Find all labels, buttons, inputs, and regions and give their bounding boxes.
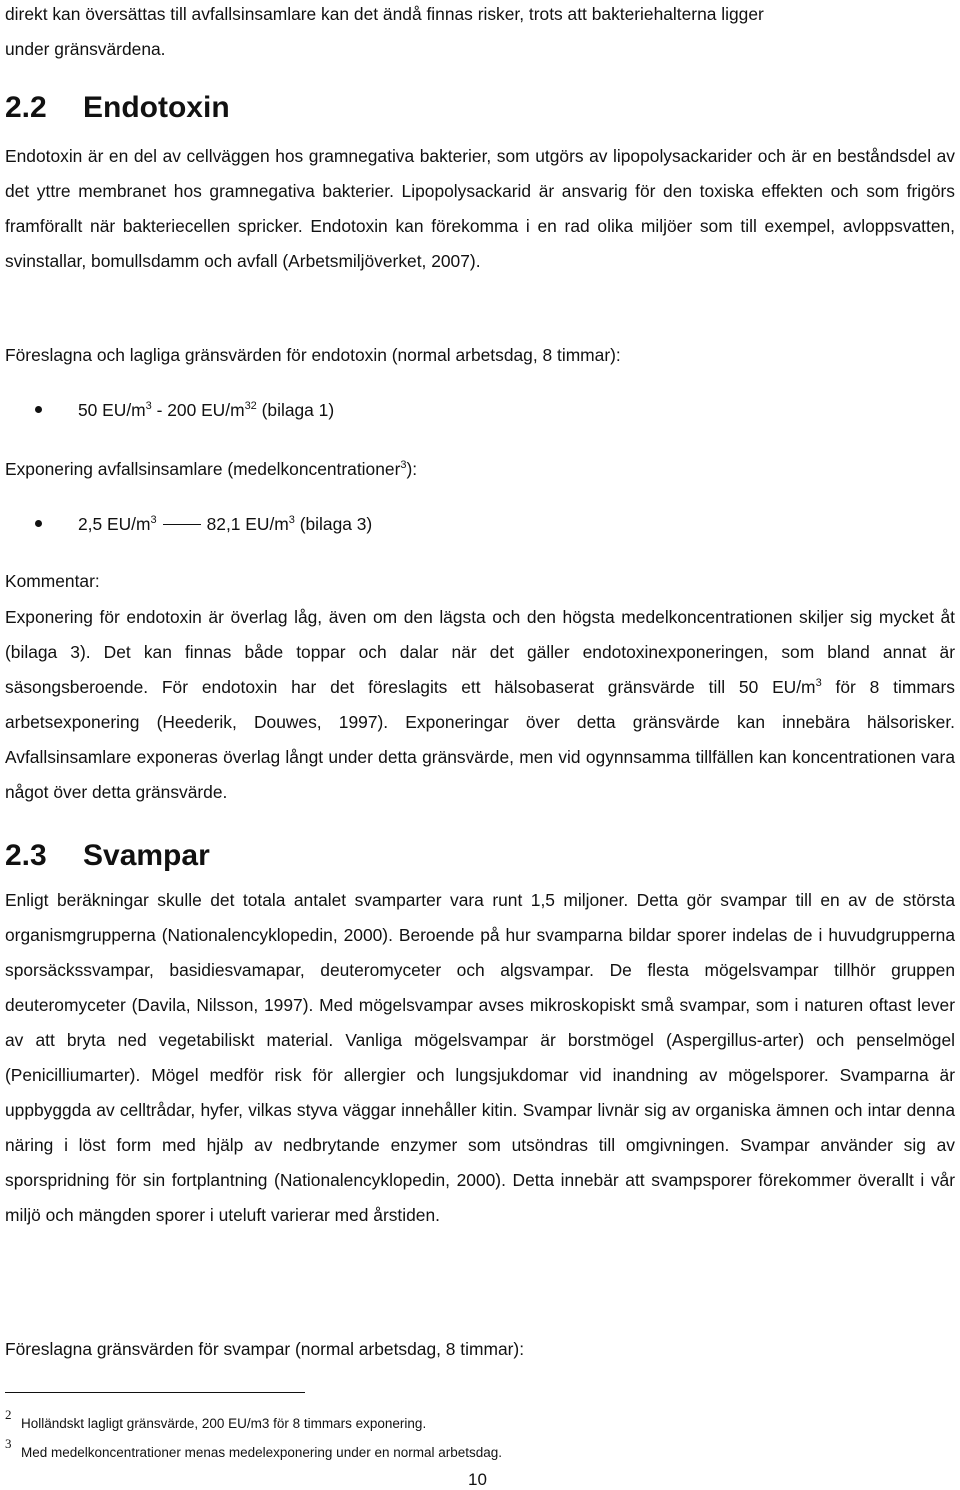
footnote-text: Holländskt lagligt gränsvärde, 200 EU/m3 för 8 timmars exponering.: [21, 1416, 427, 1431]
heading-number: 2.2: [5, 91, 47, 124]
bullet-dot: [35, 406, 42, 413]
footnote-mark: 3: [5, 1436, 12, 1451]
heading-number: 2.3: [5, 839, 47, 872]
heading-svampar: [5, 838, 210, 874]
svampar-limits-heading: Föreslagna gränsvärden för svampar (normal arbetsdag, 8 timmar):: [5, 1339, 525, 1359]
heading-endotoxin: [5, 90, 230, 126]
footnote-rule: [5, 1392, 305, 1393]
comment-label: Kommentar:: [5, 571, 100, 591]
heading-title: Endotoxin: [83, 91, 230, 124]
exposure-heading: Exponering avfallsinsamlare (medelkoncentrationer$^3$):: [5, 459, 418, 479]
intro-line-1: direkt kan översättas till avfallsinsamlare kan det ändå finnas risker, trots att bakteriehalterna ligger: [5, 4, 764, 24]
footnote-text: Med medelkoncentrationer menas medelexponering under en normal arbetsdag.: [21, 1445, 503, 1460]
bullet-dot: [35, 520, 42, 527]
intro-line-2: under gränsvärdena.: [5, 39, 166, 59]
svampar-paragraph: Enligt beräkningar skulle det totala antalet svamparter vara runt 1,5 miljoner. Detta gör svampar till en av de största organismgrupperna (Nationalencyklopedin, 2000). Beroende på hur svamparna bildar sporer indelas de i huvudgrupperna sporsäckssvampar, basidiesvamapar, deuteromyceter och algsvampar. De flesta mögelsvampar tillhör gruppen deuteromyceter (Davila, Nilsson, 1997). Med mögelsvampar avses mikroskopiskt små svampar, som i naturen oftast lever av att bryta ned vegetabiliskt material. Vanliga mögelsvampar är borstmögel (Aspergillus-arter) och penselmögel (Penicilliumarter). Mögel medför risk för allergier och lungsjukdomar vid inandning av mögelsporer. Svamparna är uppbyggda av celltrådar, hyfer, vilkas styva väggar innehåller kitin. Svampar livnär sig av organiska ämnen och intar denna näring i löst form med hjälp av nedbrytande enzymer som utsöndras till omgivningen. Svampar använder sig av sporspridning för sin fortplantning (Nationalencyklopedin, 2000). Detta innebär att svampsporer förekommer överallt i vår miljö och mängden sporer i uteluft varierar med årstiden.: [5, 890, 955, 1225]
endotoxin-limits-heading: Föreslagna och lagliga gränsvärden för endotoxin (normal arbetsdag, 8 timmar):: [5, 345, 621, 365]
comment-paragraph: Exponering för endotoxin är överlag låg, även om den lägsta och den högsta medelkoncentrationen skiljer sig mycket åt (bilaga 3). Det kan finnas både toppar och dalar när det gäller endotoxinexponeringen, som bland annat är säsongsberoende. För endotoxin har det föreslagits ett hälsobaserat gränsvärde till 50 $EU/m^3$ för 8 timmars arbetsexponering (Heederik, Douwes, 1997). Exponeringar över detta gränsvärde kan innebära hälsorisker. Avfallsinsamlare exponeras överlag långt under detta gränsvärde, men vid ogynnsamma tillfällen kan koncentrationen vara något över detta gränsvärde.: [5, 607, 955, 802]
range-dash: [163, 524, 201, 525]
intro-paragraph: [5, 0, 955, 67]
bullet-text: 50 $EU/m^3 - 200$ $EU/m^{32}$ (bilaga 1): [78, 400, 335, 420]
page-number: 10: [468, 1470, 487, 1489]
endotoxin-paragraph: Endotoxin är en del av cellväggen hos gramnegativa bakterier, som utgörs av lipopolysackarider och är en beståndsdel av det yttre membranet hos gramnegativa bakterier. Lipopolysackarid är ansvarig för den toxiska effekten och som frigörs framförallt när bakteriecellen spricker. Endotoxin kan förekomma i en rad olika miljöer som till exempel, avloppsvatten, svinstallar, bomullsdamm och avfall (Arbetsmiljöverket, 2007).: [5, 146, 955, 271]
bullet-text: 2,5 $EU/m^3$ 82,1 $EU/m^3$ (bilaga 3): [78, 514, 373, 534]
heading-title: Svampar: [83, 839, 210, 872]
footnote-mark: 2: [5, 1407, 12, 1422]
